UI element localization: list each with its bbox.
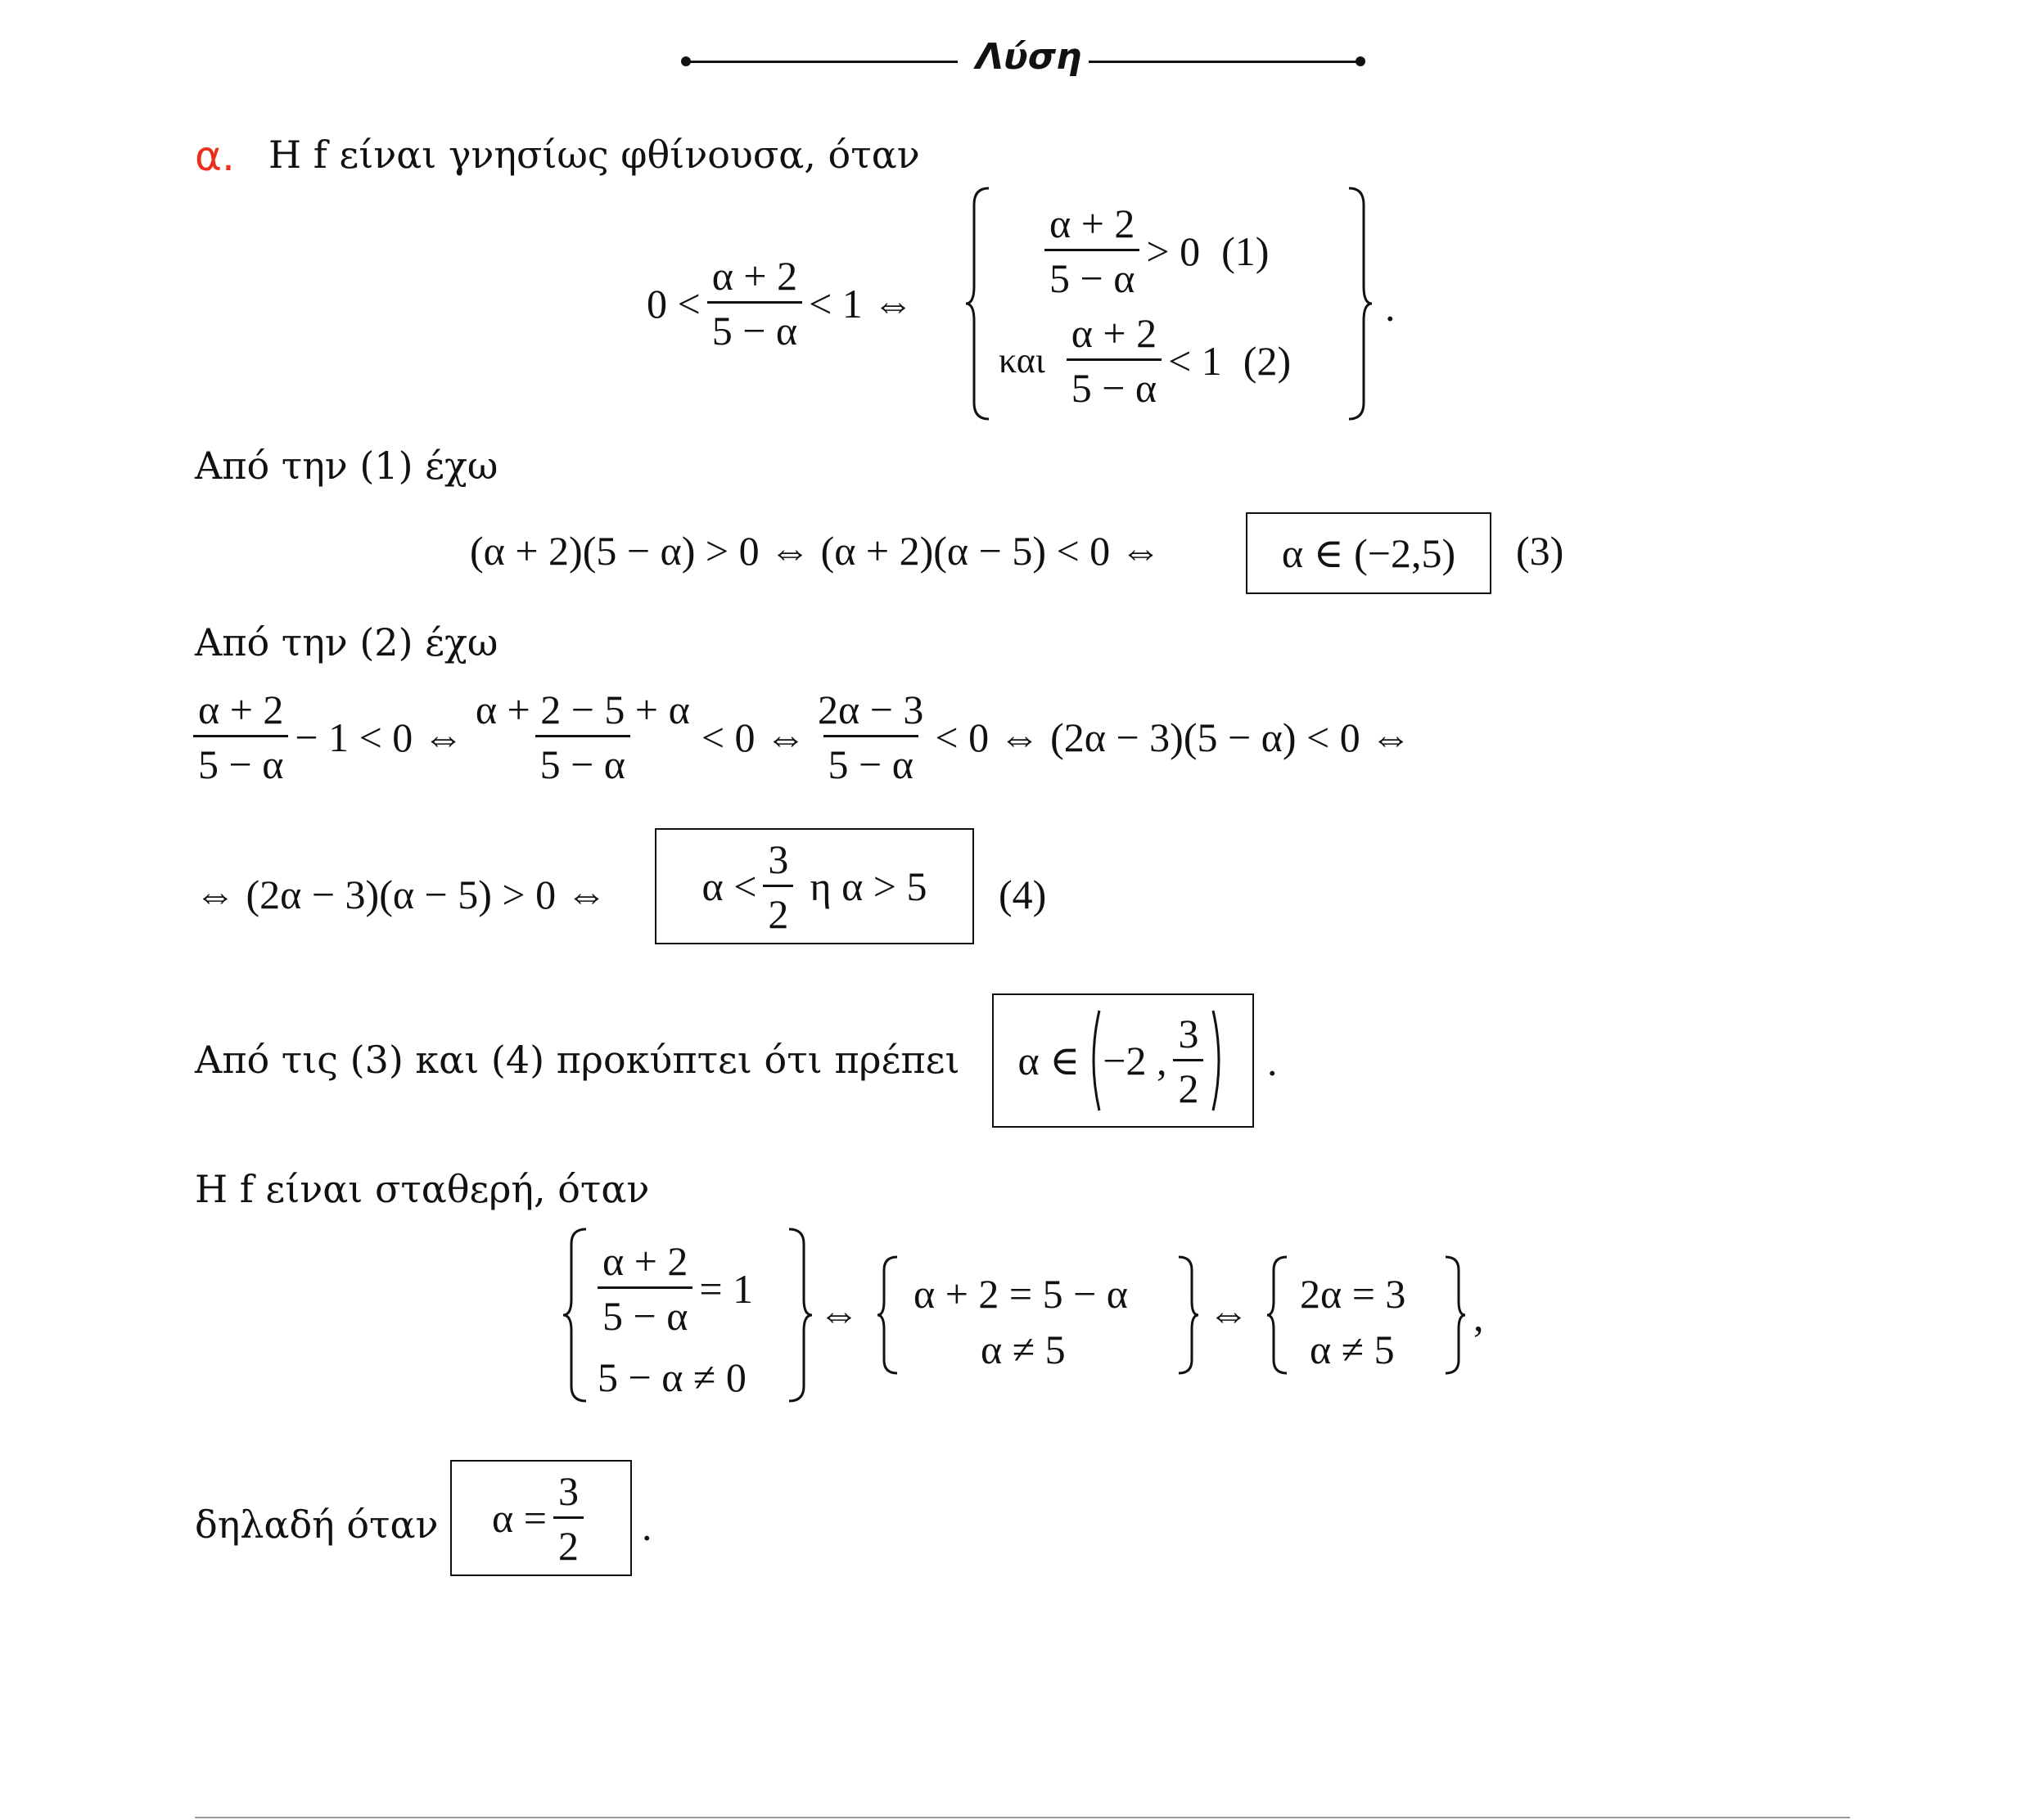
eq-line-term-1: − 1 < 0 ⇔: [295, 714, 464, 760]
tag-3: (3): [1516, 528, 1564, 574]
eq4-text: ⇔ (2α − 3)(α − 5) > 0 ⇔: [195, 872, 607, 917]
const-sys1-post: = 1: [699, 1265, 754, 1312]
sys1-line2-fraction: [1067, 310, 1162, 411]
eq4-box-fraction: [763, 836, 793, 937]
combine-text: Από τις (3) και (4) προκύπτει ότι πρέπει: [195, 1038, 960, 1082]
const-sys1-left-brace: [562, 1228, 589, 1403]
intro-text: Η f είναι γνησίως φθίνουσα, όταν: [268, 133, 920, 177]
eq3-box: [1246, 512, 1491, 594]
fraction-numerator: α + 2: [1049, 200, 1135, 246]
combine-box-mid: −2 ,: [1103, 1038, 1167, 1083]
combine-box: [992, 993, 1254, 1128]
eq-line-fraction-2: [471, 689, 695, 785]
eq-line-fraction-3: [813, 689, 928, 785]
const-arrow-2: ⇔: [1208, 1291, 1249, 1336]
sys1-line2: [999, 310, 1292, 411]
eq3-text: (α + 2)(5 − α) > 0 ⇔ (α + 2)(α − 5) < 0 ⇔: [470, 528, 1162, 574]
fraction-numerator: α + 2 − 5 + α: [475, 687, 690, 732]
const-sys2-line2: α ≠ 5: [981, 1327, 1066, 1372]
eq-line-term-2: < 0 ⇔: [701, 714, 807, 760]
sys1-lhs-post: < 1 ⇔: [809, 280, 914, 327]
sys1-line1-fraction: [1044, 200, 1139, 301]
tag-4: (4): [999, 872, 1047, 917]
eq-line: [193, 689, 1411, 785]
combine-end: .: [1267, 1038, 1278, 1084]
header-rule-left: [686, 61, 958, 63]
right-paren: [1210, 1007, 1228, 1114]
fraction-numerator: α + 2: [198, 687, 284, 732]
combine-box-fraction: [1173, 1010, 1203, 1111]
fraction-denominator: 2: [1173, 1059, 1203, 1109]
header-rule-right: [1089, 61, 1360, 63]
const-sys3-left-brace: [1265, 1255, 1290, 1375]
const-sys3-line2: α ≠ 5: [1310, 1327, 1395, 1372]
footer-rule: [195, 1817, 1850, 1818]
const-intro: Η f είναι σταθερή, όταν: [195, 1167, 650, 1211]
const-end: ,: [1473, 1294, 1484, 1340]
const-sys3-line1: 2α = 3: [1300, 1271, 1406, 1317]
fraction-denominator: 5 − α: [823, 735, 918, 785]
eq-line-term-3: < 0 ⇔ (2α − 3)(5 − α) < 0 ⇔: [935, 714, 1412, 760]
fraction-denominator: 5 − α: [707, 301, 802, 351]
const-sys1-line1: [591, 1238, 754, 1339]
eq4-box: [655, 828, 974, 944]
fraction-numerator: 3: [557, 1467, 579, 1514]
fraction-denominator: 5 − α: [1044, 249, 1139, 299]
fraction-denominator: 2: [553, 1516, 584, 1566]
final-box-pre: α =: [492, 1495, 547, 1541]
const-arrow-1: ⇔: [819, 1291, 859, 1336]
fraction-numerator: α + 2: [1071, 310, 1157, 356]
const-sys1-line2: 5 − α ≠ 0: [598, 1354, 747, 1400]
header-dot-right: [1356, 56, 1365, 66]
fraction-denominator: 5 − α: [598, 1286, 692, 1336]
sys1-lhs-fraction: [707, 253, 802, 354]
fraction-denominator: 2: [763, 885, 793, 935]
const-sys2-left-brace: [876, 1255, 900, 1375]
from2-text: Από την (2) έχω: [195, 620, 498, 664]
header-title: Λύση: [976, 36, 1082, 78]
fraction-numerator: 2α − 3: [818, 687, 924, 732]
tag-2: (2): [1243, 337, 1292, 384]
const-sys3-right-brace: [1442, 1255, 1467, 1375]
from1-text: Από την (1) έχω: [195, 444, 498, 488]
const-sys1-right-brace: [786, 1228, 814, 1403]
sys1-lhs-pre: 0 <: [647, 280, 701, 327]
fraction-numerator: α + 2: [711, 253, 798, 299]
fraction-denominator: 5 − α: [1067, 358, 1162, 408]
combine-box-pre: α ∈: [1017, 1038, 1080, 1083]
fraction-denominator: 5 − α: [535, 735, 630, 785]
final-box-fraction: [553, 1467, 584, 1569]
final-text: δηλαδή όταν: [195, 1502, 439, 1547]
sys1-line1-post: > 0: [1146, 228, 1201, 274]
and-word: και: [999, 340, 1045, 381]
eq3-boxed-value: α ∈ (−2,5): [1281, 530, 1456, 576]
eq-line-fraction-1: [193, 689, 288, 785]
fraction-numerator: 3: [768, 836, 789, 882]
fraction-numerator: α + 2: [602, 1238, 688, 1284]
left-paren: [1085, 1007, 1103, 1114]
const-sys1-fraction: [598, 1238, 692, 1339]
eq4-box-post: η α > 5: [810, 863, 927, 909]
sys1-left-brace: [964, 187, 992, 421]
sys1-line2-post: < 1: [1168, 337, 1222, 384]
sys1-end: .: [1385, 284, 1396, 330]
sys1-line1: [1038, 200, 1270, 301]
fraction-denominator: 5 − α: [193, 735, 288, 785]
eq4-box-pre: α <: [701, 863, 757, 909]
fraction-numerator: 3: [1178, 1010, 1199, 1056]
tag-1: (1): [1221, 228, 1270, 274]
const-sys2-right-brace: [1175, 1255, 1200, 1375]
final-end: .: [642, 1503, 652, 1549]
header-dot-left: [681, 56, 691, 66]
part-label: α.: [195, 133, 235, 180]
const-sys2-line1: α + 2 = 5 − α: [914, 1271, 1128, 1317]
sys1-right-brace: [1346, 187, 1374, 421]
final-box: [450, 1460, 632, 1576]
sys1-lhs: [647, 253, 914, 354]
